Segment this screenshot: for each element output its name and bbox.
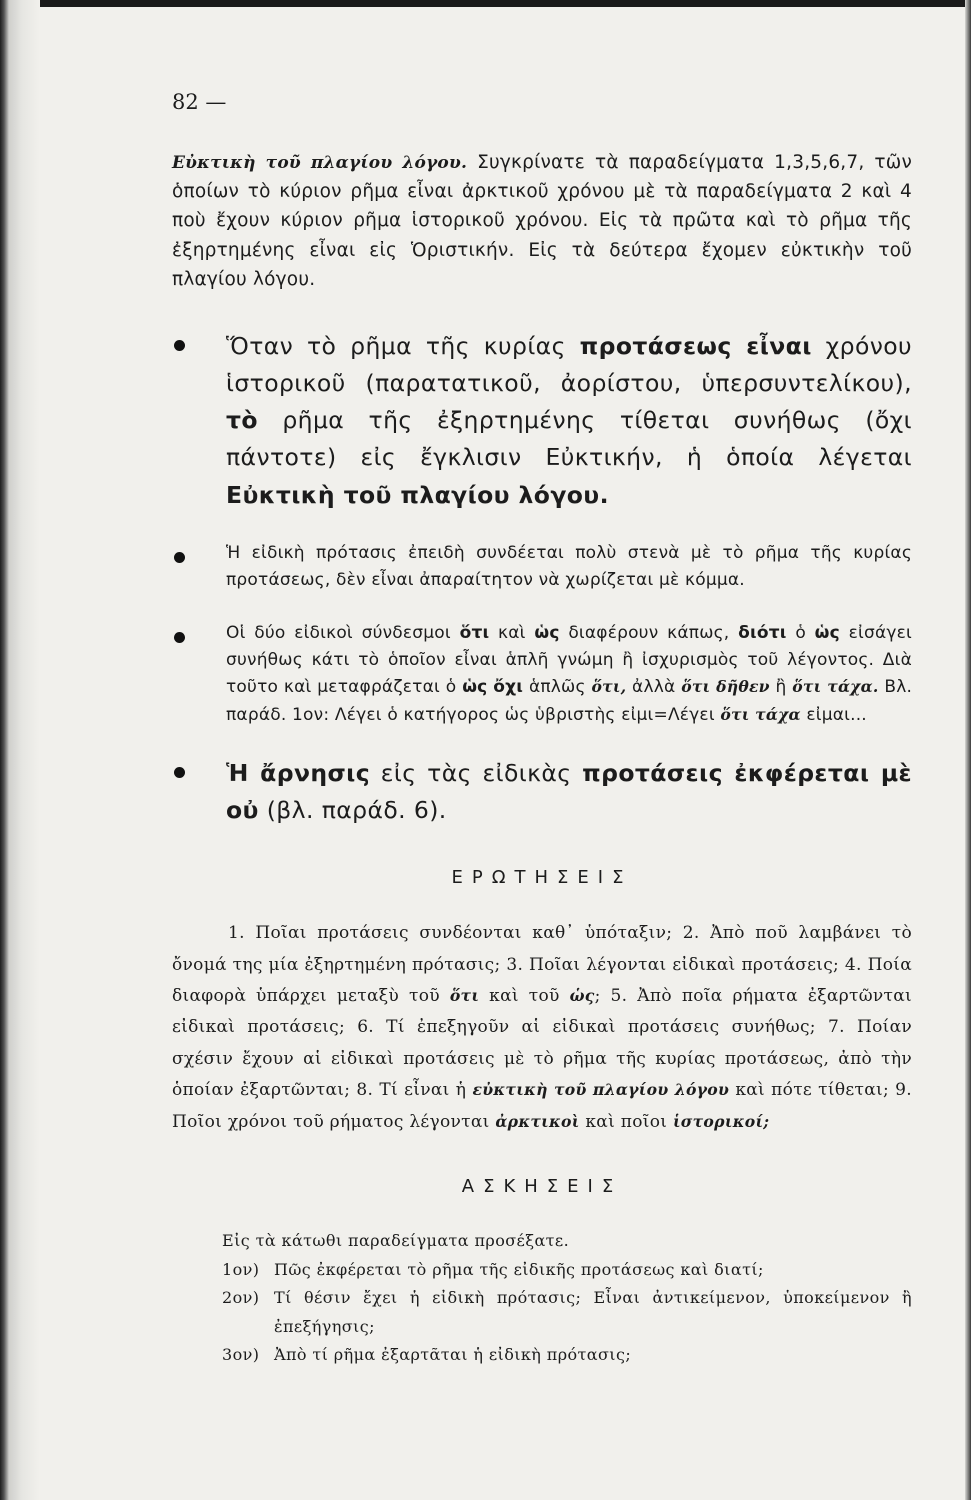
questions-ist: ἱστορικοί; — [672, 1111, 770, 1131]
bullet-icon — [174, 767, 185, 778]
rule1-bold3: Εὐκτικὴ τοῦ πλαγίου λόγου. — [226, 480, 609, 509]
rule3-ochi: ὄχι — [493, 677, 524, 698]
rule-comma — [172, 540, 912, 594]
rule3-it3: ὅτι τάχα. — [792, 677, 879, 697]
rule3-a: Οἱ δύο εἰδικοὶ σύνδεσμοι — [226, 623, 451, 644]
questions-oti: ὅτι — [449, 985, 480, 1005]
exercise-item — [172, 1256, 912, 1284]
exercise-number: 3ον) — [222, 1345, 260, 1365]
exercise-number: 2ον) — [222, 1288, 260, 1308]
rule3-dioti: διότι — [738, 623, 787, 644]
questions-eukt: εὐκτικὴ τοῦ πλαγίου λόγου — [472, 1080, 730, 1100]
rule3-os2: ὡς — [814, 623, 840, 644]
rule3-oti: ὅτι — [459, 623, 490, 644]
rule4-bold2: προτάσεις ἐκφέρεται μὲ οὐ — [226, 758, 912, 824]
questions-t3: ; 5. Ἀπὸ ποῖα ρήματα ἐξαρτῶνται εἰδικαὶ προτάσεις; 6. Τί ἐπεξηγοῦν αἱ εἰδικαὶ προτάσεις συνήθως; 7. Ποίαν σχέσιν ἔχουν αἱ εἰδικαὶ προτάσεις μὲ τὸ ρῆμα τῆς κυρίας προτάσεως, ἀπὸ τὴν ὁποίαν ἐξαρτῶνται; 8. Τί εἶναι ἡ — [172, 985, 912, 1101]
rule4-part2: (βλ. παράδ. 6). — [266, 795, 447, 824]
rule3-os: ὡς — [534, 623, 560, 644]
exercise-text: Ἀπὸ τί ρῆμα ἐξαρτᾶται ἡ εἰδικὴ πρότασις; — [274, 1345, 632, 1365]
questions-heading: ΕΡΩΤΗΣΕΙΣ — [451, 867, 633, 889]
exercises-intro: Εἰς τὰ κάτωθι παραδείγματα προσέξατε. — [222, 1231, 570, 1251]
rule1-part1: Ὅταν τὸ ρῆμα τῆς κυρίας — [226, 332, 566, 361]
rule3-g: ἀλλὰ — [632, 677, 676, 698]
rule3-d: ὁ — [795, 623, 806, 644]
intro-lead: Εὐκτικὴ τοῦ πλαγίου λόγου. — [172, 153, 468, 173]
rule3-j: εἰμαι... — [806, 704, 867, 725]
rule3-os3: ὡς — [462, 677, 488, 698]
rule3-e: εἰσάγει συνήθως κάτι τὸ ὁποῖον εἶναι ἁπλῆ γνώμη ἢ ἰσχυρισμὸς τοῦ λέγοντος. Διὰ τοῦτο καὶ μεταφράζεται ὁ — [226, 623, 912, 698]
exercise-text: Τί θέσιν ἔχει ἡ εἰδικὴ πρότασις; Εἶναι ἀντικείμενον, ὑποκείμενον ἢ ἐπεξήγησις; — [274, 1288, 912, 1336]
rule3-it1: ὅτι, — [591, 677, 627, 697]
rule1-part3: ρῆμα τῆς ἐξηρτημένης τίθεται συνήθως (ὄχι πάντοτε) εἰς ἔγκλισιν Εὐκτικήν, ἡ ὁποία λέγεται — [226, 406, 912, 472]
rule1-bold1: προτάσεως εἶναι — [579, 332, 812, 361]
scan-top-edge — [0, 0, 971, 7]
questions-arkt: ἀρκτικοὶ — [495, 1111, 580, 1131]
rule3-b: καὶ — [498, 623, 526, 644]
rule3-i: Βλ. παράδ. 1ον: Λέγει ὁ κατήγορος ὡς ὑβριστὴς εἰμι=Λέγει — [226, 677, 913, 725]
page-number: 82 — — [172, 90, 227, 114]
questions-t5: καὶ ποῖοι — [585, 1111, 668, 1132]
exercises-heading: ΑΣΚΗΣΕΙΣ — [461, 1176, 623, 1198]
rule-negation-text — [226, 755, 912, 829]
rule-negation — [172, 755, 912, 829]
rule3-c: διαφέρουν κάπως, — [568, 623, 730, 644]
rule3-h: ἢ — [775, 677, 787, 698]
rule4-part1: εἰς τὰς εἰδικὰς — [380, 758, 572, 787]
rule4-bold1: Ἡ ἄρνησις — [226, 758, 371, 787]
bullet-icon — [174, 340, 185, 351]
intro-text: Συγκρίνατε τὰ παραδείγματα 1,3,5,6,7, τῶν ὁποίων τὸ κύριον ρῆμα εἶναι ἀρκτικοῦ χρόνου μὲ τὰ παραδείγματα 2 καὶ 4 ποὺ ἔχουν κύριον ρῆμα ἱστορικοῦ χρόνου. Εἰς τὰ πρῶτα καὶ τὸ ρῆμα τῆς ἐξηρτημένης εἶναι εἰς Ὁριστικήν. Εἰς τὰ δεύτερα ἔχομεν εὐκτικὴν τοῦ πλαγίου λόγου. — [172, 152, 912, 290]
rule3-it2: ὅτι δῆθεν — [681, 677, 770, 697]
rule-comma-text: Ἡ εἰδικὴ πρότασις ἐπειδὴ συνδέεται πολὺ στενὰ μὲ τὸ ρῆμα τῆς κυρίας προτάσεως, δὲν εἶναι ἀπαραίτητον νὰ χωρίζεται μὲ κόμμα. — [226, 542, 912, 590]
rule1-part2: χρόνου ἱστορικοῦ (παρατατικοῦ, ἀορίστου, ὑπερσυντελίκου), — [226, 332, 913, 398]
exercise-item — [172, 1284, 912, 1341]
exercise-item — [172, 1341, 912, 1369]
rule1-bold2: τὸ — [226, 406, 258, 435]
bullet-icon — [174, 632, 185, 643]
questions-os: ὡς — [569, 985, 595, 1005]
questions-block — [172, 918, 912, 1138]
questions-t2: καὶ τοῦ — [489, 985, 560, 1006]
scan-right-edge — [965, 0, 971, 1500]
questions-t1: 1. Ποῖαι προτάσεις συνδέονται καθ᾽ ὑπόταξιν; 2. Ἀπὸ ποῦ λαμβάνει τὸ ὄνομά της μία ἐξηρτημένη πρότασις; 3. Ποῖαι λέγονται εἰδικαὶ προτάσεις; 4. Ποία διαφορὰ ὑπάρχει μεταξὺ τοῦ — [172, 923, 912, 1006]
rule-optative — [172, 328, 912, 514]
page-content — [172, 90, 912, 1370]
questions-t4: καὶ πότε τίθεται; 9. Ποῖοι χρόνοι τοῦ ρήματος λέγονται — [172, 1080, 912, 1132]
bullet-icon — [174, 552, 185, 563]
intro-paragraph — [172, 148, 912, 294]
page-binding-edge — [0, 0, 40, 1500]
rule-conjunctions-text — [226, 620, 912, 729]
exercise-number: 1ον) — [222, 1259, 260, 1279]
rule3-it4: ὅτι τάχα — [720, 704, 801, 724]
rule-conjunctions — [172, 620, 912, 729]
rule-optative-text — [226, 328, 912, 514]
rule3-f: ἁπλῶς — [528, 677, 586, 698]
exercise-text: Πῶς ἐκφέρεται τὸ ρῆμα τῆς εἰδικῆς προτάσεως καὶ διατί; — [274, 1259, 764, 1279]
